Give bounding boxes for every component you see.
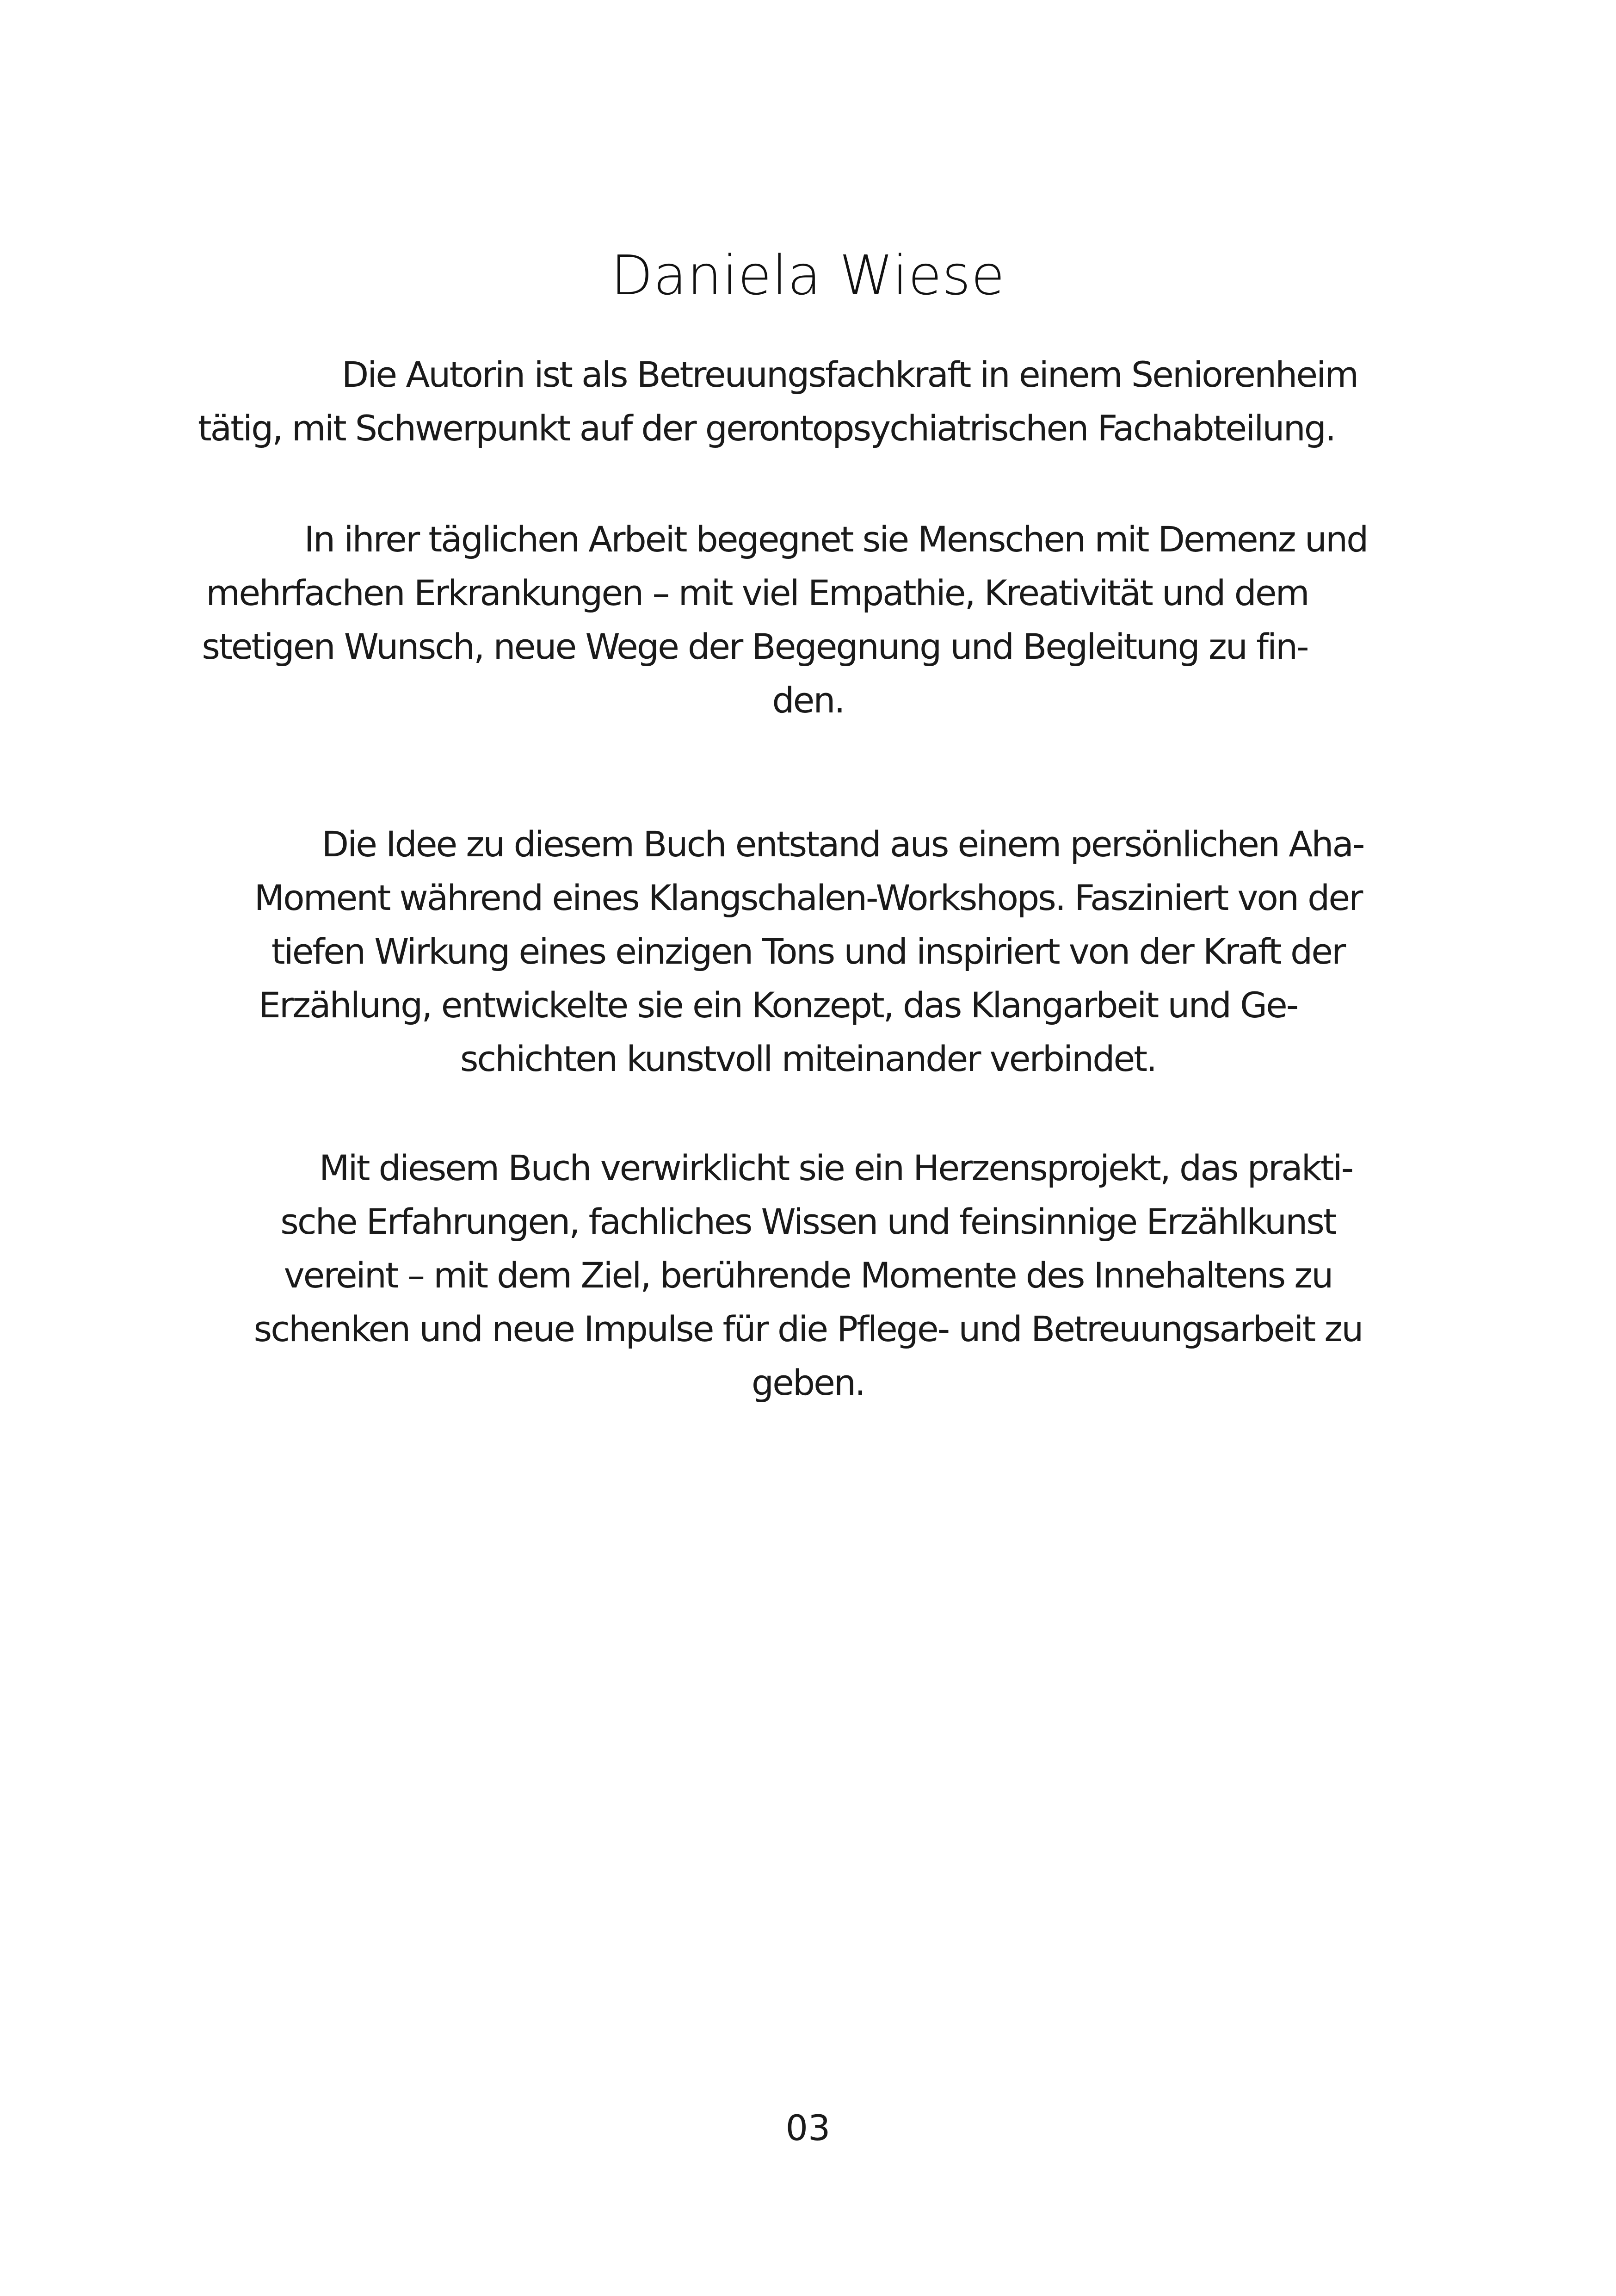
author-name-heading: Daniela Wiese (611, 243, 1005, 307)
page-number: 03 (785, 2107, 831, 2148)
paragraph-line: Mit diesem Buch verwirklicht sie ein Herzensprojekt, das prakti- (319, 1147, 1353, 1188)
paragraph-line: tätig, mit Schwerpunkt auf der gerontopsychiatrischen Fachabteilung. (197, 408, 1335, 449)
paragraph-2 (0, 513, 1616, 727)
paragraph-line: mehrfachen Erkrankungen – mit viel Empathie, Kreativität und dem (206, 572, 1308, 613)
paragraph-line: Die Idee zu diesem Buch entstand aus einem persönlichen Aha- (321, 823, 1364, 865)
paragraph-line: den. (772, 680, 844, 721)
paragraph-1 (0, 348, 1616, 455)
paragraph-line: sche Erfahrungen, fachliches Wissen und feinsinnige Erzählkunst (280, 1201, 1336, 1242)
paragraph-line: schichten kunstvoll miteinander verbindet. (460, 1038, 1156, 1079)
paragraph-line: In ihrer täglichen Arbeit begegnet sie Menschen mit Demenz und (304, 519, 1368, 560)
paragraph-4 (0, 1141, 1616, 1410)
paragraph-line: vereint – mit dem Ziel, berührende Momente des Innehaltens zu (284, 1255, 1332, 1296)
paragraph-line: geben. (751, 1362, 865, 1403)
paragraph-line: Erzählung, entwickelte sie ein Konzept, das Klangarbeit und Ge- (258, 984, 1298, 1026)
paragraph-line: tiefen Wirkung eines einzigen Tons und inspiriert von der Kraft der (271, 931, 1345, 972)
paragraph-line: Die Autorin ist als Betreuungsfachkraft in einem Seniorenheim (341, 354, 1358, 395)
paragraph-3 (0, 817, 1616, 1086)
paragraph-line: Moment während eines Klangschalen-Workshops. Fasziniert von der (254, 877, 1362, 918)
paragraph-line: stetigen Wunsch, neue Wege der Begegnung und Begleitung zu fin- (202, 626, 1308, 667)
paragraph-line: schenken und neue Impulse für die Pflege- und Betreuungsarbeit zu (253, 1308, 1363, 1349)
